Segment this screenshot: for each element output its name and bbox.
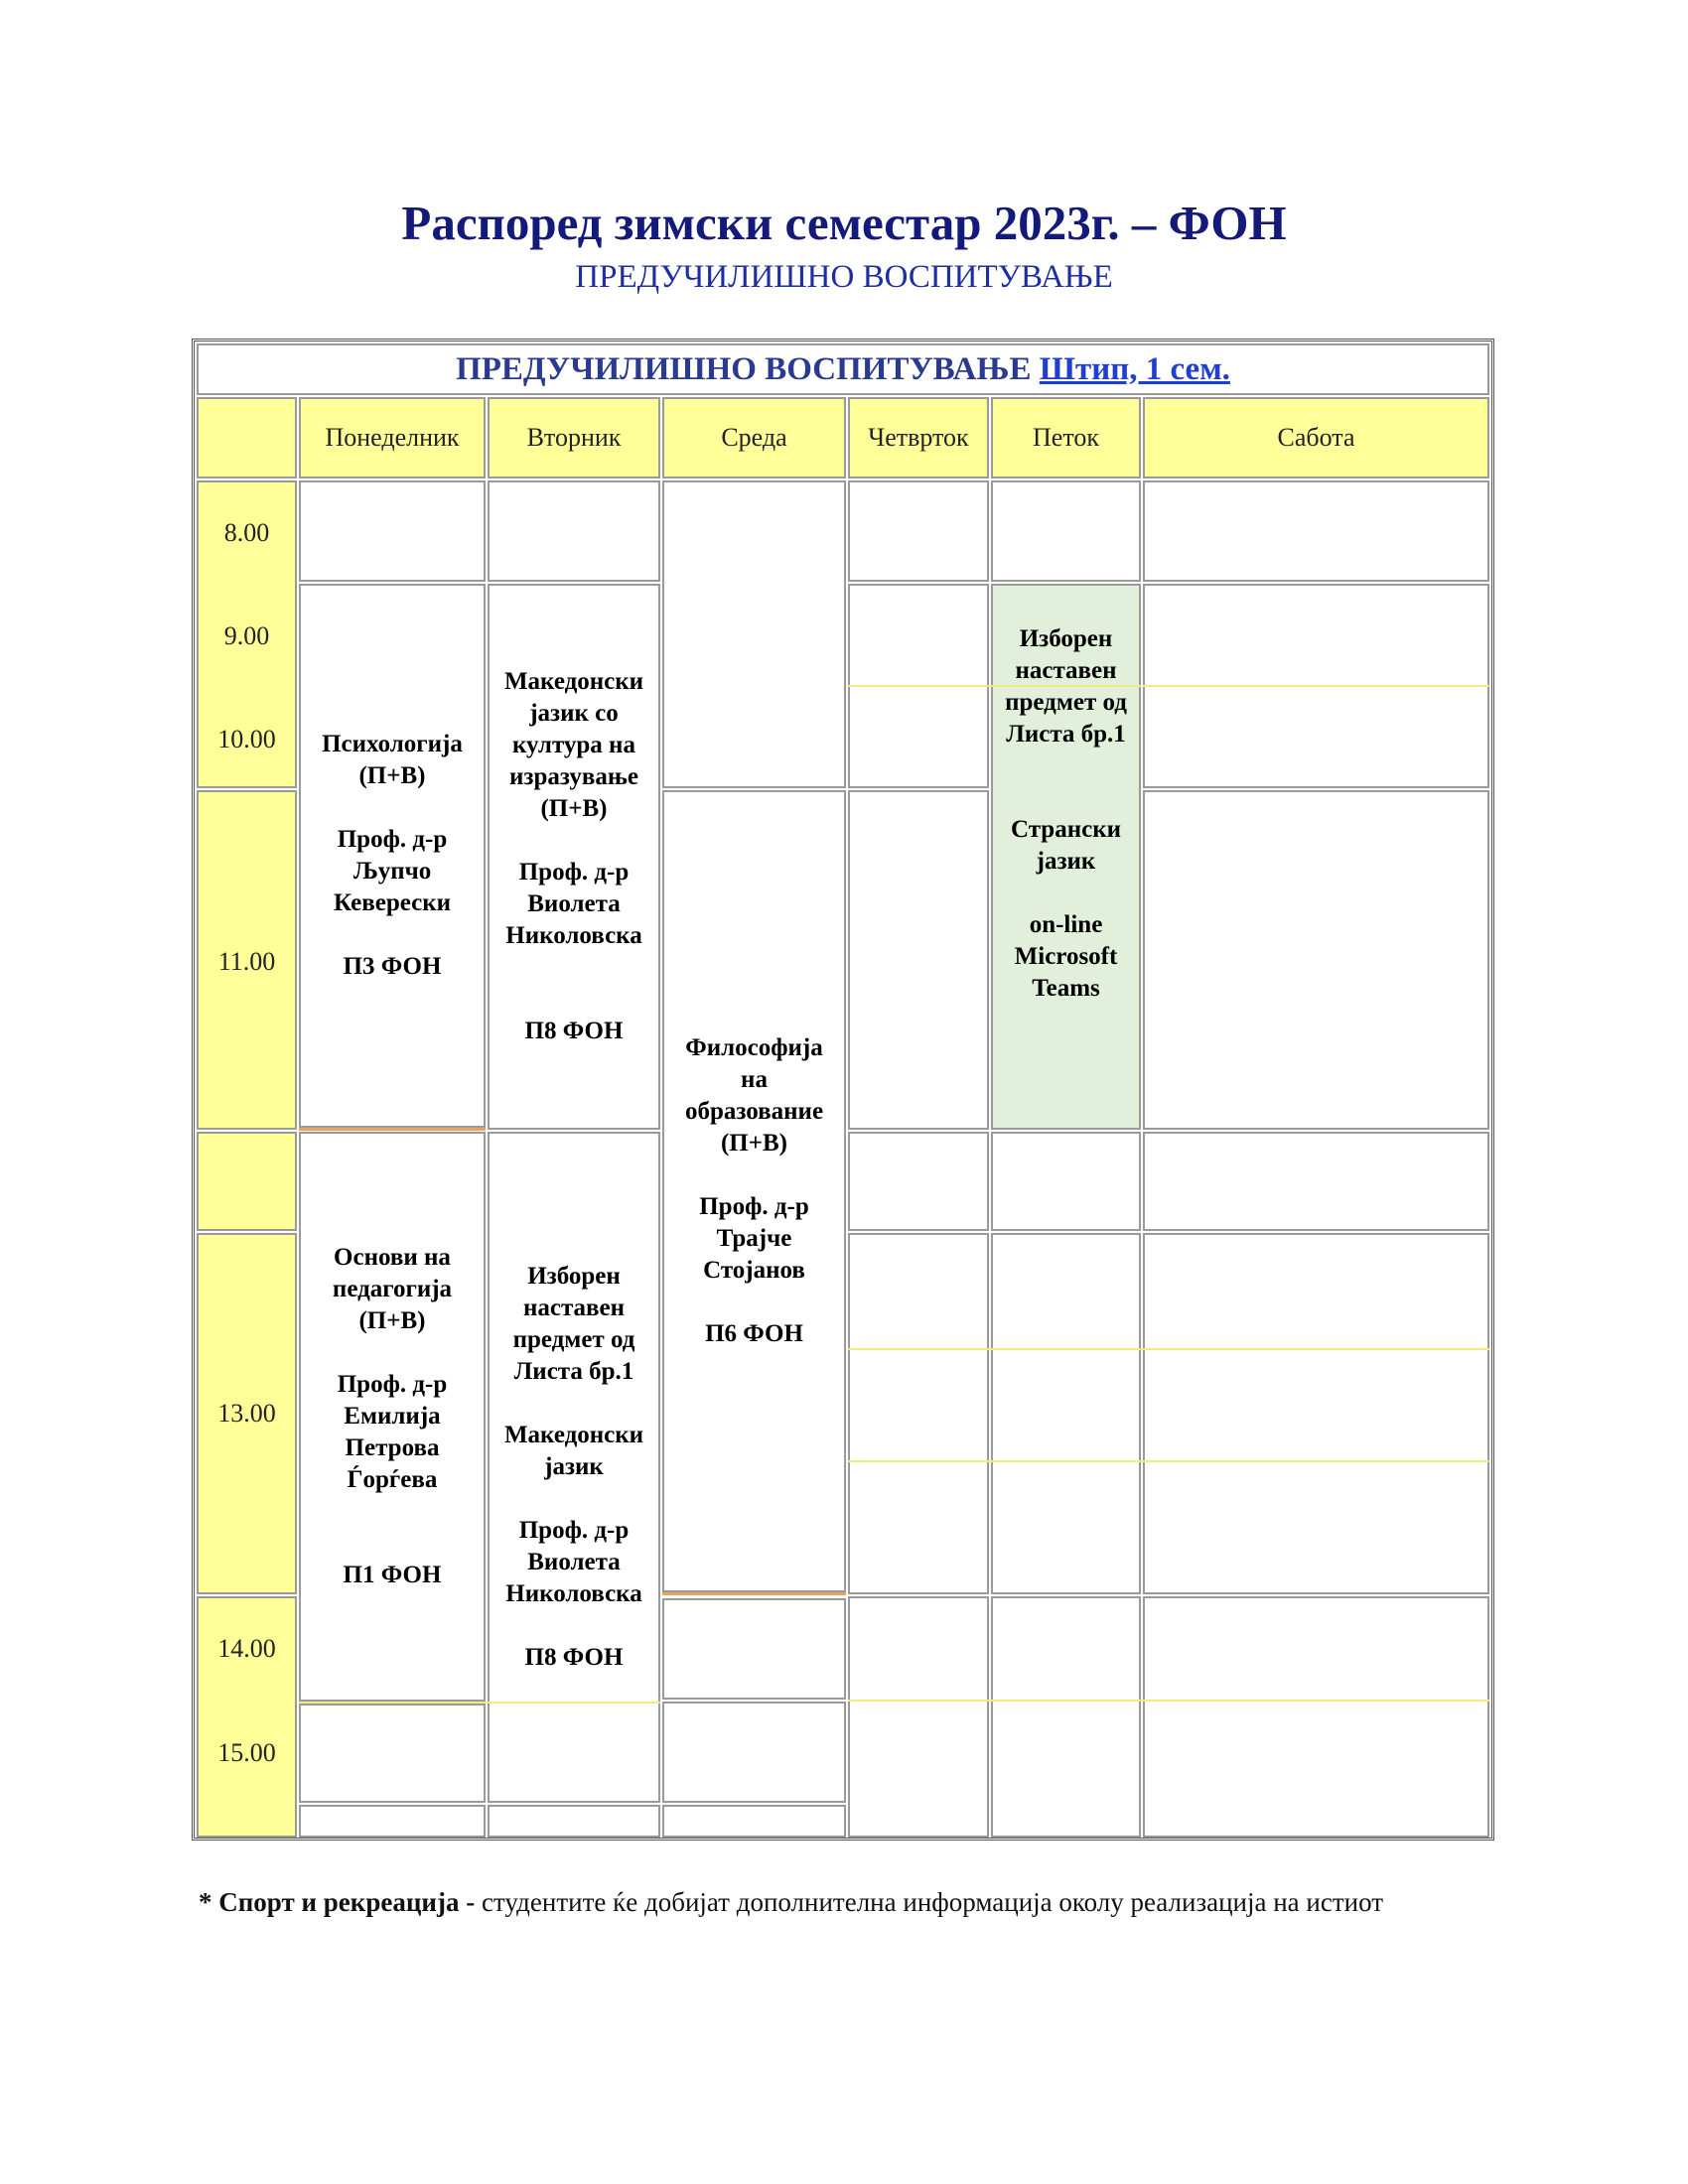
time-label: 15.00 [217, 1738, 276, 1767]
caption-text: ПРЕДУЧИЛИШНО ВОСПИТУВАЊЕ [456, 350, 1032, 387]
empty-slot [991, 1132, 1141, 1231]
empty-slot [848, 480, 989, 582]
corner-cell [197, 397, 297, 478]
grid-line [848, 685, 1141, 687]
footnote-text: студентите ќе добијат дополнителна информација околу реализација на истиот [475, 1887, 1384, 1917]
footnote-bold: * Спорт и рекреација - [199, 1887, 476, 1917]
empty-slot [991, 480, 1141, 582]
empty-slot [848, 790, 989, 1130]
course-macedonian-culture [488, 584, 660, 1130]
footnote [199, 1884, 1499, 1920]
page-subtitle: ПРЕДУЧИЛИШНО ВОСПИТУВАЊЕ [575, 259, 1113, 295]
divider [662, 1592, 846, 1595]
course-philosophy-education [662, 790, 846, 1592]
caption-link[interactable]: Штип, 1 сем. [1039, 350, 1230, 387]
empty-slot [991, 1233, 1141, 1594]
course-pedagogy [299, 1132, 486, 1702]
course-text: Македонски јазик со култура на изразување (П+В) Проф. д-р Виолета Николовска П8 ФОН [503, 668, 644, 1044]
course-text: Психологија (П+В) Проф. д-р Љупчо Кеверески П3 ФОН [322, 731, 463, 980]
course-psychology [299, 584, 486, 1128]
empty-slot [662, 1702, 846, 1803]
grid-line [848, 1348, 1489, 1350]
day-header-friday: Петок [991, 397, 1141, 478]
empty-slot [662, 1598, 846, 1700]
empty-slot [1143, 1596, 1489, 1838]
time-block-midday [197, 790, 297, 1130]
course-elective-foreign-language [991, 584, 1141, 1130]
empty-slot [662, 480, 846, 788]
empty-slot [1143, 1132, 1489, 1231]
day-header-monday: Понеделник [299, 397, 486, 478]
empty-slot [1143, 480, 1489, 582]
day-header-thursday: Четврток [848, 397, 989, 478]
time-block-late [197, 1596, 297, 1838]
empty-slot [991, 1596, 1141, 1838]
time-label: 13.00 [217, 1399, 276, 1428]
empty-slot [1143, 790, 1489, 1130]
grid-line [848, 1460, 1489, 1462]
grid-line [299, 1702, 660, 1704]
time-label: 14.00 [217, 1634, 276, 1663]
course-text: Философија на образование (П+В) Проф. д-р Трајче Стојанов П6 ФОН [684, 1034, 824, 1347]
time-block-afternoon [197, 1233, 297, 1594]
empty-slot [848, 1233, 989, 1594]
empty-slot [488, 1805, 660, 1838]
course-text: Основи на педагогија (П+В) Проф. д-р Емилија Петрова Ѓорѓева П1 ФОН [332, 1244, 453, 1588]
time-block-morning [197, 480, 297, 788]
time-block-noon [197, 1132, 297, 1231]
time-label: 9.00 [223, 621, 270, 650]
day-header-wednesday: Среда [662, 397, 846, 478]
divider [299, 1128, 486, 1131]
empty-slot [848, 1132, 989, 1231]
empty-slot [299, 1805, 486, 1838]
day-header-saturday: Сабота [1143, 397, 1489, 478]
empty-slot [1143, 1233, 1489, 1594]
grid-line [848, 1700, 1489, 1702]
table-caption [197, 343, 1489, 395]
grid-line [1143, 685, 1489, 687]
schedule-table [192, 339, 1494, 1841]
day-header-tuesday: Вторник [488, 397, 660, 478]
page-title: Распоред зимски семестар 2023г. – ФОН [401, 196, 1287, 250]
empty-slot [848, 1596, 989, 1838]
course-text: Изборен наставен предмет од Листа бр.1 Македонски јазик Проф. д-р Виолета Николовска П8 ФОН [503, 1263, 644, 1671]
empty-slot [299, 480, 486, 582]
empty-slot [299, 1704, 486, 1803]
course-text: Изборен наставен предмет од Листа бр.1 Странски јазик on-line Microsoft Teams [1005, 625, 1127, 1002]
empty-slot [488, 480, 660, 582]
time-label: 8.00 [223, 518, 270, 547]
time-label: 10.00 [217, 725, 276, 753]
empty-slot [662, 1805, 846, 1838]
time-label: 11.00 [217, 947, 276, 976]
